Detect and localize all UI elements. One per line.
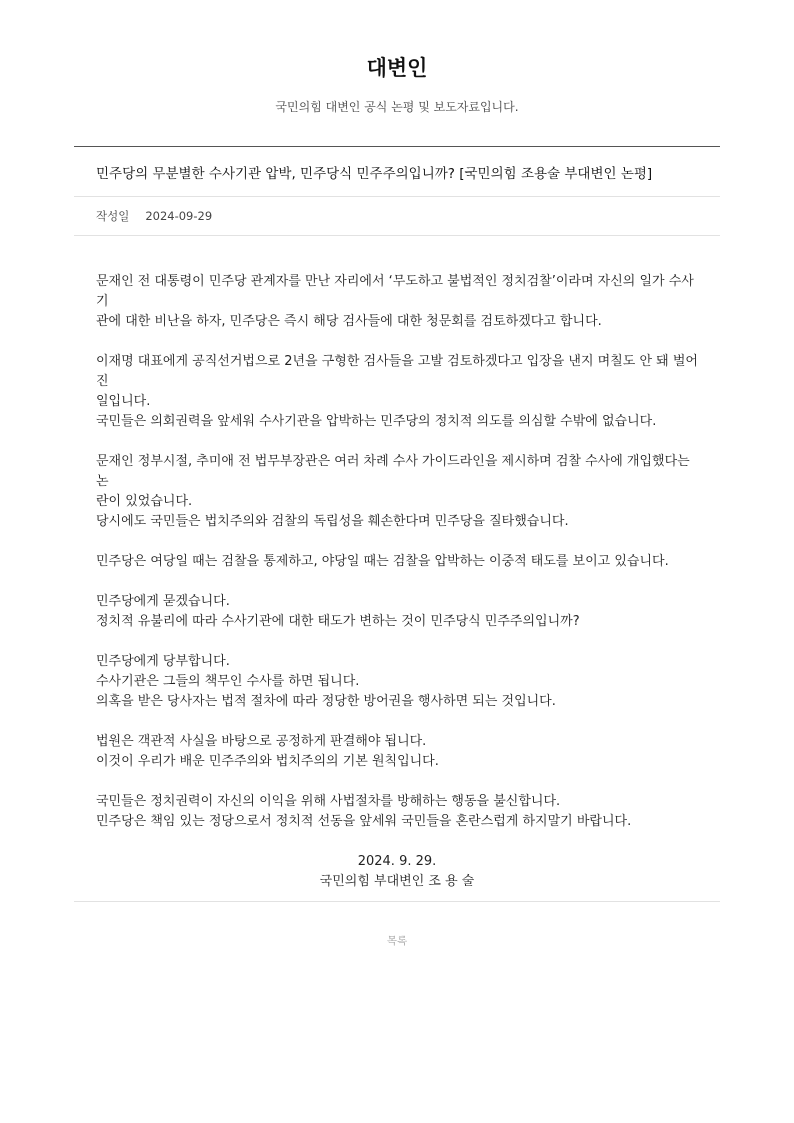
- body-line: 당시에도 국민들은 법치주의와 검찰의 독립성을 훼손한다며 민주당을 질타했습니다.: [96, 514, 569, 529]
- signature-author: 국민의힘 부대변인 조 용 술: [319, 874, 475, 889]
- body-line: 문재인 전 대통령이 민주당 관계자를 만난 자리에서 ‘무도하고 불법적인 정치검찰’이라며 자신의 일가 수사기: [96, 274, 694, 309]
- article: [74, 146, 720, 892]
- body-line: 란이 있었습니다.: [96, 494, 193, 509]
- body-paragraph: [96, 652, 698, 712]
- body-line: 민주당에게 당부합니다.: [96, 654, 230, 669]
- article-body: [74, 236, 720, 892]
- body-line: 이것이 우리가 배운 민주주의와 법치주의의 기본 원칙입니다.: [96, 754, 439, 769]
- body-line: 관에 대한 비난을 하자, 민주당은 즉시 해당 검사들에 대한 청문회를 검토하겠다고 합니다.: [96, 314, 602, 329]
- body-line: 민주당은 여당일 때는 검찰을 통제하고, 야당일 때는 검찰을 압박하는 이중적 태도를 보이고 있습니다.: [96, 554, 669, 569]
- body-paragraph: [96, 272, 698, 332]
- page-title: 대변인: [366, 56, 428, 80]
- signature: [96, 852, 698, 892]
- site-header: [0, 0, 794, 115]
- date-label: 작성일: [96, 209, 130, 223]
- page-subtitle: 국민의힘 대변인 공식 논평 및 보도자료입니다.: [275, 100, 519, 114]
- body-paragraph: [96, 732, 698, 772]
- article-title: 민주당의 무분별한 수사기관 압박, 민주당식 민주주의입니까? [국민의힘 조용술 부대변인 논평]: [96, 165, 653, 182]
- body-paragraph: [96, 452, 698, 532]
- footer-divider: [74, 901, 720, 902]
- body-line: 수사기관은 그들의 책무인 수사를 하면 됩니다.: [96, 674, 360, 689]
- body-line: 일입니다.: [96, 394, 151, 409]
- body-line: 이재명 대표에게 공직선거법으로 2년을 구형한 검사들을 고발 검토하겠다고 입장을 낸지 며칠도 안 돼 벌어진: [96, 354, 698, 389]
- body-line: 국민들은 의회권력을 앞세워 수사기관을 압박하는 민주당의 정치적 의도를 의심할 수밖에 없습니다.: [96, 414, 657, 429]
- body-paragraph: [96, 552, 698, 572]
- body-paragraph: [96, 792, 698, 832]
- date-value: 2024-09-29: [145, 209, 213, 223]
- body-line: 민주당은 책임 있는 정당으로서 정치적 선동을 앞세워 국민들을 혼란스럽게 하지말기 바랍니다.: [96, 814, 632, 829]
- body-line: 정치적 유불리에 따라 수사기관에 대한 태도가 변하는 것이 민주당식 민주주의입니까?: [96, 614, 580, 629]
- body-line: 법원은 객관적 사실을 바탕으로 공정하게 판결해야 됩니다.: [96, 734, 427, 749]
- list-button[interactable]: 목록: [386, 935, 408, 947]
- body-line: 문재인 정부시절, 추미애 전 법무부장관은 여러 차례 수사 가이드라인을 제시하며 검찰 수사에 개입했다는 논: [96, 454, 690, 489]
- body-line: 국민들은 정치권력이 자신의 이익을 위해 사법절차를 방해하는 행동을 불신합니다.: [96, 794, 561, 809]
- signature-date: 2024. 9. 29.: [357, 854, 437, 869]
- article-header: [74, 146, 720, 197]
- body-paragraph: [96, 352, 698, 432]
- body-line: 의혹을 받은 당사자는 법적 절차에 따라 정당한 방어권을 행사하면 되는 것입니다.: [96, 694, 556, 709]
- body-line: 민주당에게 묻겠습니다.: [96, 594, 230, 609]
- article-meta: [74, 197, 720, 236]
- body-paragraph: [96, 592, 698, 632]
